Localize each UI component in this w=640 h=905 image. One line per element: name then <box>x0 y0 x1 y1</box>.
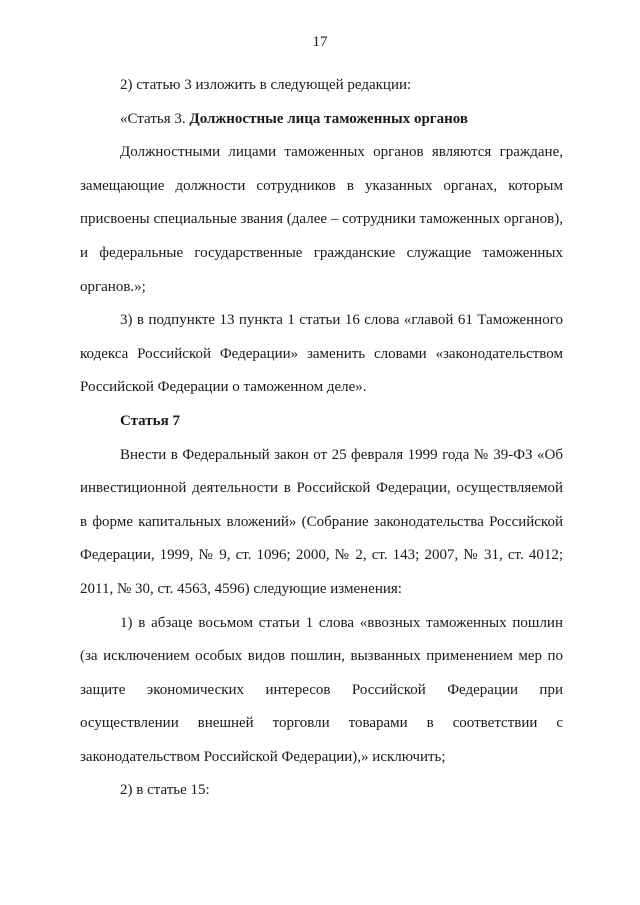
article7-heading-text: Статья 7 <box>120 412 180 429</box>
page-number: 17 <box>312 34 328 50</box>
article3-title-prefix: «Статья 3. <box>120 110 190 127</box>
paragraph-article3-title <box>80 103 563 137</box>
paragraph-subclause13: 3) в подпункте 13 пункта 1 статьи 16 слова «главой 61 Таможенного кодекса Российской Федерации» заменить словами «законодательством Российской Федерации о таможенном деле». <box>80 312 563 396</box>
paragraph-officials-definition: Должностными лицами таможенных органов являются граждане, замещающие должности сотрудников в указанных органах, которым присвоены специальные звания (далее – сотрудники таможенных органов), и федеральные государственные гражданские служащие таможенных органов.»; <box>80 144 563 295</box>
paragraph-article3-intro: 2) статью 3 изложить в следующей редакции: <box>120 77 412 93</box>
document-body <box>80 69 563 808</box>
paragraph-article1-change: 1) в абзаце восьмом статьи 1 слова «ввозных таможенных пошлин (за исключением особых видов пошлин, вызванных применением мер по защите экономических интересов Российской Федерации при осуществлении внешней торговли товарами в соответствии с законодательством Российской Федерации),» исключить; <box>80 614 563 765</box>
article3-title-bold: Должностные лица таможенных органов <box>189 110 468 127</box>
article7-heading <box>80 405 563 439</box>
paragraph-article15: 2) в статье 15: <box>120 782 210 799</box>
paragraph-federal-law-amendment: Внести в Федеральный закон от 25 февраля 1999 года № 39-ФЗ «Об инвестиционной деятельности в Российской Федерации, осуществляемой в форме капитальных вложений» (Собрание законодательства Российской Федерации, 1999, № 9, ст. 1096; 2000, № 2, ст. 143; 2007, № 31, ст. 4012; 2011, № 30, ст. 4563, 4596) следующие изменения: <box>80 446 563 597</box>
